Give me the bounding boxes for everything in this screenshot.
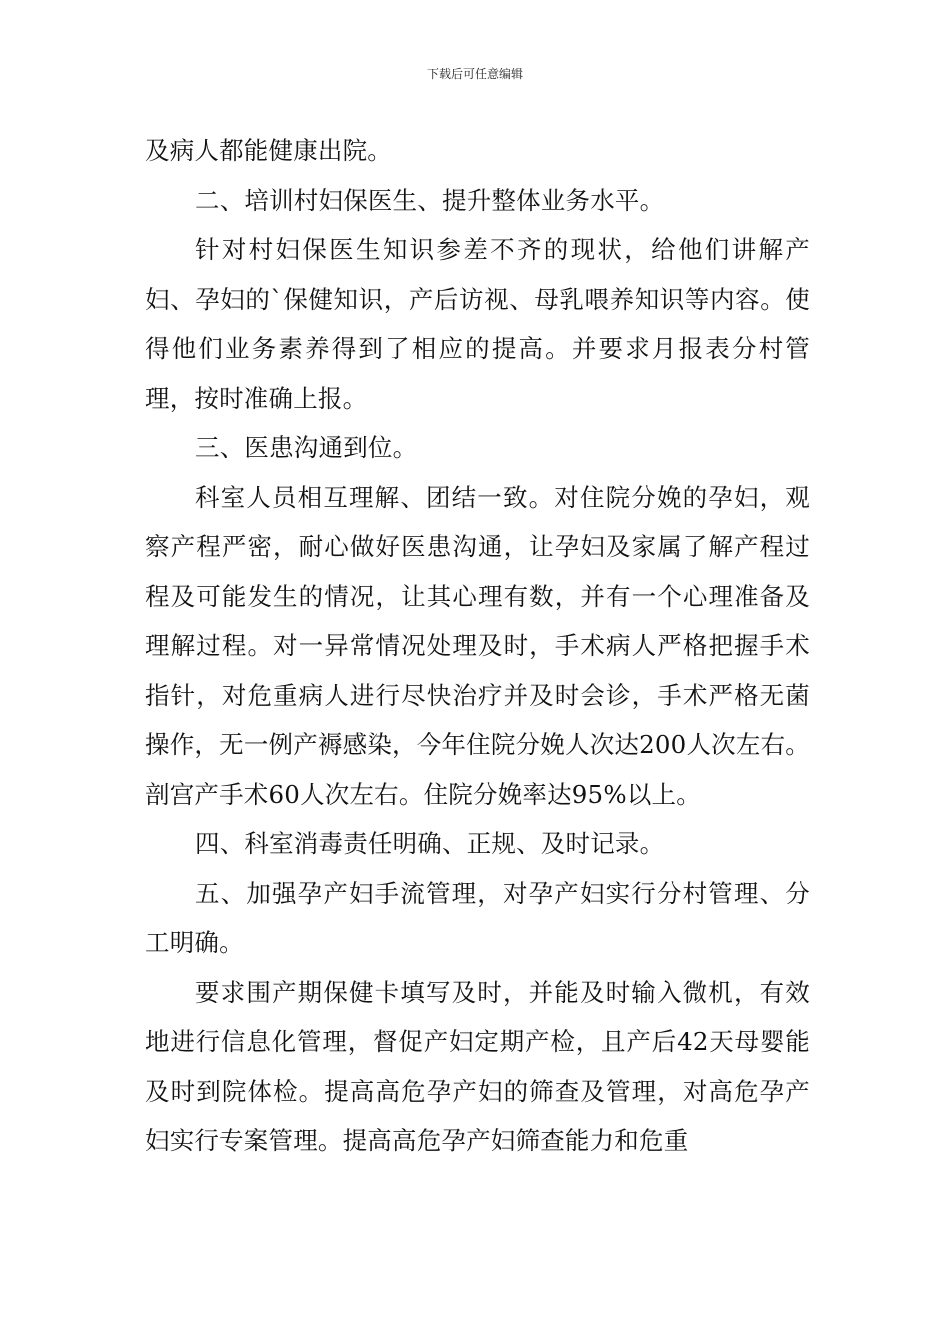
paragraph-4-heading: 三、医患沟通到位。 [195, 433, 418, 462]
paragraph-6-heading: 四、科室消毒责任明确、正规、及时记录。 [195, 829, 665, 858]
paragraph-7-heading: 五、加强孕产妇手流管理，对孕产妇实行分村管理、分工明确。 [145, 878, 810, 957]
paragraph-1: 及病人都能健康出院。 [145, 136, 392, 165]
paragraph-5: 科室人员相互理解、团结一致。对住院分娩的孕妇，观察产程严密，耐心做好医患沟通，让孕妇及家属了解产程过程及可能发生的情况，让其心理有数，并有一个心理准备及理解过程。对一异常情况处理及时，手术病人严格把握手术指针，对危重病人进行尽快治疗并及时会诊，手术严格无菌操作，无一例产褥感染，今年住院分娩人次达200人次左右。剖宫产手术60人次左右。住院分娩率达95%以上。 [145, 482, 810, 809]
paragraph-3: 针对村妇保医生知识参差不齐的现状，给他们讲解产妇、孕妇的`保健知识，产后访视、母乳喂养知识等内容。使得他们业务素养得到了相应的提高。并要求月报表分村管理，按时准确上报。 [145, 235, 810, 413]
document-body [145, 126, 810, 1166]
page-header: 下载后可任意编辑 [426, 67, 523, 81]
paragraph-8: 要求围产期保健卡填写及时，并能及时输入微机，有效地进行信息化管理，督促产妇定期产检，且产后42天母婴能及时到院体检。提高高危孕产妇的筛查及管理，对高危孕产妇实行专案管理。提高高危孕产妇筛查能力和危重 [145, 977, 810, 1155]
paragraph-2-heading: 二、培训村妇保医生、提升整体业务水平。 [195, 185, 665, 215]
